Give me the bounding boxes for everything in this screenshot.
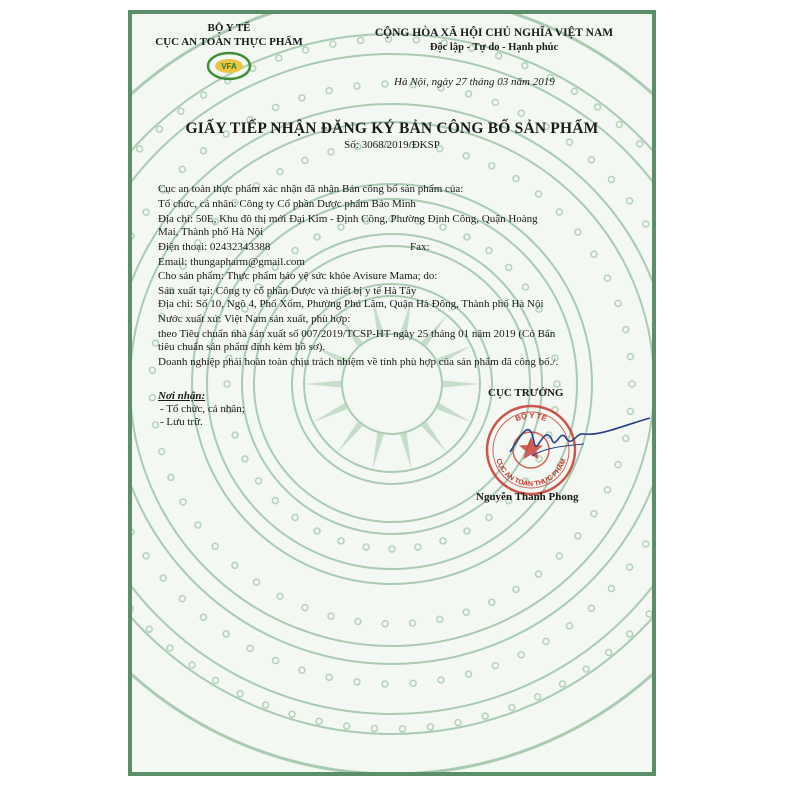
recipient-item: - Lưu trữ. (160, 416, 203, 428)
seal-top-text: BỘ Y TẾ (513, 410, 549, 424)
product: Cho sản phẩm: Thực phẩm bảo vệ sức khỏe Avisure Mama; do: (158, 270, 438, 282)
logo-text: VFA (221, 62, 237, 71)
intro-text: Cục an toàn thực phẩm xác nhận đã nhận Bản công bố sản phẩm của: (158, 183, 464, 195)
ministry-name: BỘ Y TẾ (207, 22, 251, 34)
document-title: GIẤY TIẾP NHẬN ĐĂNG KÝ BẢN CÔNG BỐ SẢN PHẨM (185, 120, 599, 137)
signer-role: CỤC TRƯỞNG (488, 387, 564, 399)
email: Email: thungapharm@gmail.com (158, 256, 305, 268)
origin: Nước xuất xứ: Việt Nam sản xuất, phù hợp: (158, 313, 351, 325)
handwritten-signature (504, 412, 654, 472)
address-line-1: Địa chỉ: 50E, Khu đô thị mới Đại Kim - Định Công, Phường Định Công, Quận Hoàng (158, 213, 538, 225)
standard-line-2: tiêu chuẩn sản phẩm đính kèm hồ sơ). (158, 341, 326, 353)
vfa-logo (206, 51, 252, 81)
signer-name: Nguyễn Thanh Phong (476, 491, 579, 503)
department-name: CỤC AN TOÀN THỰC PHẨM (155, 36, 303, 48)
address-line-2: Mai, Thành phố Hà Nội (158, 226, 264, 238)
standard-line-1: theo Tiêu chuẩn nhà sản xuất số 007/2019/TCSP-HT ngày 25 tháng 01 năm 2019 (Có Bản (158, 328, 556, 340)
document-number: Số: 3068/2019/ĐKSP (344, 139, 440, 151)
fax: Fax: (410, 241, 430, 253)
seal-bottom-text: CỤC AN TOÀN THỰC PHẨM (494, 457, 568, 489)
manufacturer: Sản xuất tại: Công ty cổ phần Dược và thiết bị y tế Hà Tây (158, 285, 417, 297)
motto: Độc lập - Tự do - Hạnh phúc (429, 42, 559, 53)
certificate-document (128, 10, 656, 776)
responsibility: Doanh nghiệp phải hoàn toàn chịu trách nhiệm về tính phù hợp của sản phẩm đã công bố./. (158, 356, 559, 368)
recipients-heading: Nơi nhận: (158, 390, 206, 402)
phone: Điện thoại: 02432343388 (158, 241, 271, 253)
country-name: CỘNG HÒA XÃ HỘI CHỦ NGHĨA VIỆT NAM (374, 27, 614, 39)
issue-date: Hà Nội, ngày 27 tháng 03 năm 2019 (394, 76, 555, 88)
recipient-item: - Tổ chức, cá nhân; (160, 403, 245, 415)
organization: Tổ chức, cá nhân: Công ty Cổ phần Dược phẩm Bảo Minh (158, 198, 416, 210)
manufacturer-address: Địa chỉ: Số 10, Ngõ 4, Phố Xốm, Phường Phú Lãm, Quận Hà Đông, Thành phố Hà Nội (158, 298, 544, 310)
